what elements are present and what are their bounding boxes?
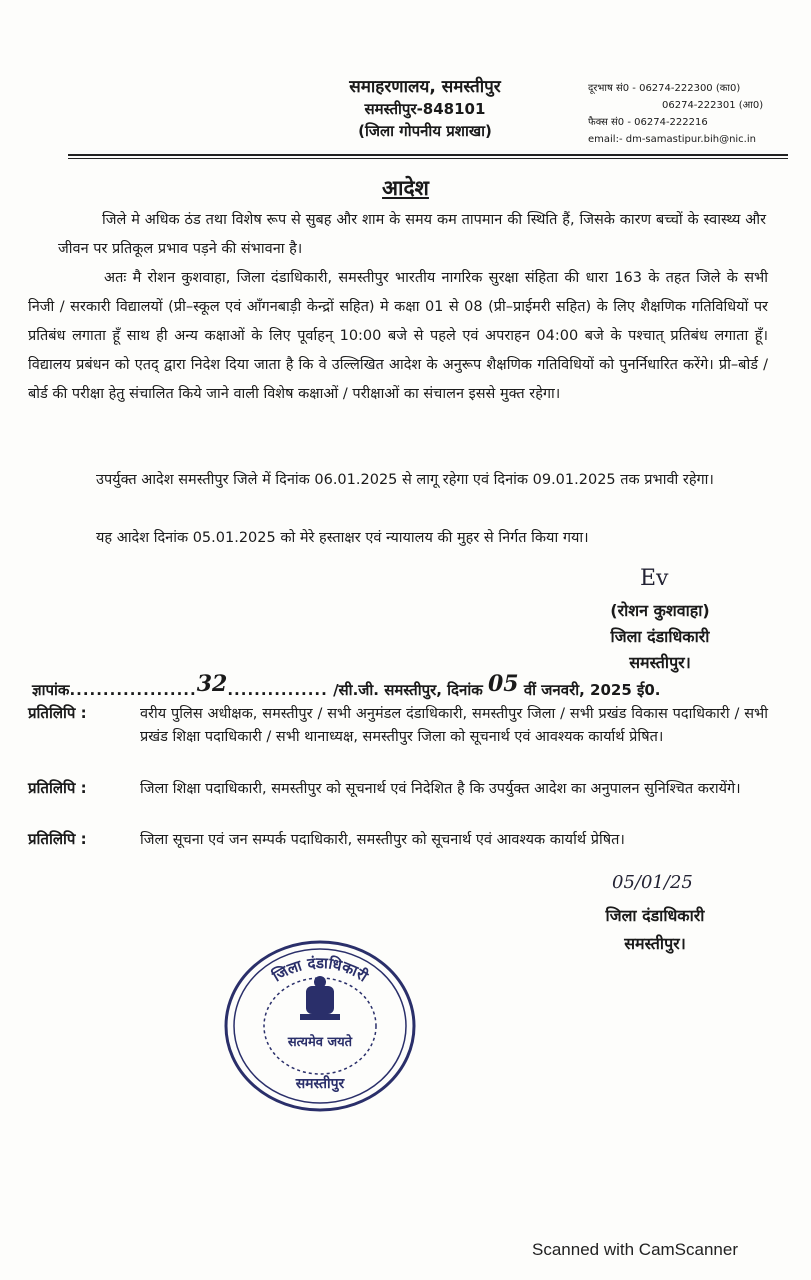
copy-text-1: वरीय पुलिस अधीक्षक, समस्तीपुर / सभी अनुमंडल दंडाधिकारी, समस्तीपुर जिला / सभी प्रखंड विकास पदाधिकारी / सभी प्रखंड शिक्षा पदाधिकारी / सभी थानाध्यक्ष, समस्तीपुर जिला को सूचनार्थ एवं आवश्यक कार्यार्थ प्रेषित।: [140, 706, 768, 745]
copy-text-3: जिला सूचना एवं जन सम्पर्क पदाधिकारी, समस्तीपुर को सूचनार्थ एवं आवश्यक कार्यार्थ प्रेषित।: [140, 832, 625, 848]
order-para-1: जिले मे अधिक ठंड तथा विशेष रूप से सुबह और शाम के समय कम तापमान की स्थिति हैं, जिसके कारण बच्चों के स्वास्थ्य और जीवन पर प्रतिकूल प्रभाव पड़ने की संभावना है।: [58, 212, 766, 257]
memo-label: ज्ञापांक: [32, 681, 70, 699]
fax-number: 06274-222216: [634, 117, 708, 128]
signatory-place: समस्तीपुर।: [629, 653, 691, 672]
copy-label-1: प्रतिलिपि :: [28, 704, 87, 722]
order-para-3: उपर्युक्त आदेश समस्तीपुर जिले में दिनांक 06.01.2025 से लागू रहेगा एवं दिनांक 09.01.2025 तक प्रभावी रहेगा।: [96, 472, 714, 488]
memo-dots-right: ...............: [227, 681, 328, 699]
contact-block: [588, 80, 808, 148]
fax-label: फैक्स सं0 -: [588, 117, 631, 128]
email: email:- dm-samastipur.bih@nic.in: [588, 134, 756, 145]
signature-block-2: [570, 902, 740, 958]
signature-2-mark: 05/01/25: [612, 872, 693, 893]
office-name: समाहरणालय, समस्तीपुर: [349, 77, 501, 97]
signatory-2-designation: जिला दंडाधिकारी: [605, 906, 705, 925]
header-rule: [68, 154, 788, 156]
signature-block-1: [575, 598, 745, 676]
memo-date: वीं जनवरी, 2025 ई0.: [523, 681, 661, 699]
seal-bottom-text: समस्तीपुर: [295, 1076, 345, 1092]
memo-line: [32, 671, 792, 701]
office-place: समस्तीपुर-848101: [364, 100, 486, 118]
phone-1: 06274-222300 (का0): [639, 83, 741, 94]
seal-top-text: जिला दंडाधिकारी: [269, 953, 372, 986]
signatory-2-place: समस्तीपुर।: [624, 934, 686, 953]
copy-label-3: प्रतिलिपि :: [28, 830, 87, 848]
signature-initial: Ev: [640, 566, 669, 591]
signatory-name: (रोशन कुशवाहा): [610, 601, 710, 620]
phone-label: दूरभाष सं0 -: [588, 83, 636, 94]
copy-label-2: प्रतिलिपि :: [28, 779, 87, 797]
office-header: [300, 76, 550, 142]
camscanner-watermark: Scanned with CamScanner: [532, 1240, 739, 1259]
copy-text-2: जिला शिक्षा पदाधिकारी, समस्तीपुर को सूचनार्थ एवं निदेशित है कि उपर्युक्त आदेश का अनुपालन सुनिश्चित करायेंगे।: [140, 781, 741, 797]
emblem-icon: [300, 976, 340, 1020]
memo-ref: /सी.जी. समस्तीपुर, दिनांक: [333, 681, 483, 699]
phone-2: 06274-222301 (आ0): [662, 100, 764, 111]
memo-number: 32: [196, 671, 228, 697]
office-section: (जिला गोपनीय प्रशाखा): [358, 122, 492, 140]
memo-dots-left: ...................: [69, 681, 197, 699]
header-rule-thin: [68, 158, 788, 159]
memo-day: 05: [487, 671, 519, 697]
order-title: आदेश: [382, 176, 429, 200]
court-seal: [222, 938, 418, 1114]
seal-motto: सत्यमेव जयते: [287, 1035, 353, 1050]
order-para-2: अतः मै रोशन कुशवाहा, जिला दंडाधिकारी, समस्तीपुर भारतीय नागरिक सुरक्षा संहिता की धारा 163 के तहत जिले के सभी निजी / सरकारी विद्यालयों (प्री–स्कूल एवं आँगनबाड़ी केन्द्रों सहित) मे कक्षा 01 से 08 (प्री–प्राईमरी सहित) के लिए शैक्षणिक गतिविधियों पर प्रतिबंध लगाता हूँ साथ ही अन्य कक्षाओं के लिए पूर्वाहन् 10:00 बजे से पहले एवं अपराहन 04:00 बजे के पश्चात् प्रतिबंध लगाता हूँ। विद्यालय प्रबंधन को एतद् द्वारा निदेश दिया जाता है कि वे उल्लिखित आदेश के अनुरूप शैक्षणिक गतिविधियों को पुनर्निधारित करेंगे। प्री–बोर्ड / बोर्ड की परीक्षा हेतु संचालित किये जाने वाली विशेष कक्षाओं / परीक्षाओं का संचालन इससे मुक्त रहेगा।: [28, 270, 768, 402]
signatory-designation: जिला दंडाधिकारी: [610, 627, 710, 646]
order-para-4: यह आदेश दिनांक 05.01.2025 को मेरे हस्ताक्षर एवं न्यायालय की मुहर से निर्गत किया गया।: [96, 530, 589, 546]
